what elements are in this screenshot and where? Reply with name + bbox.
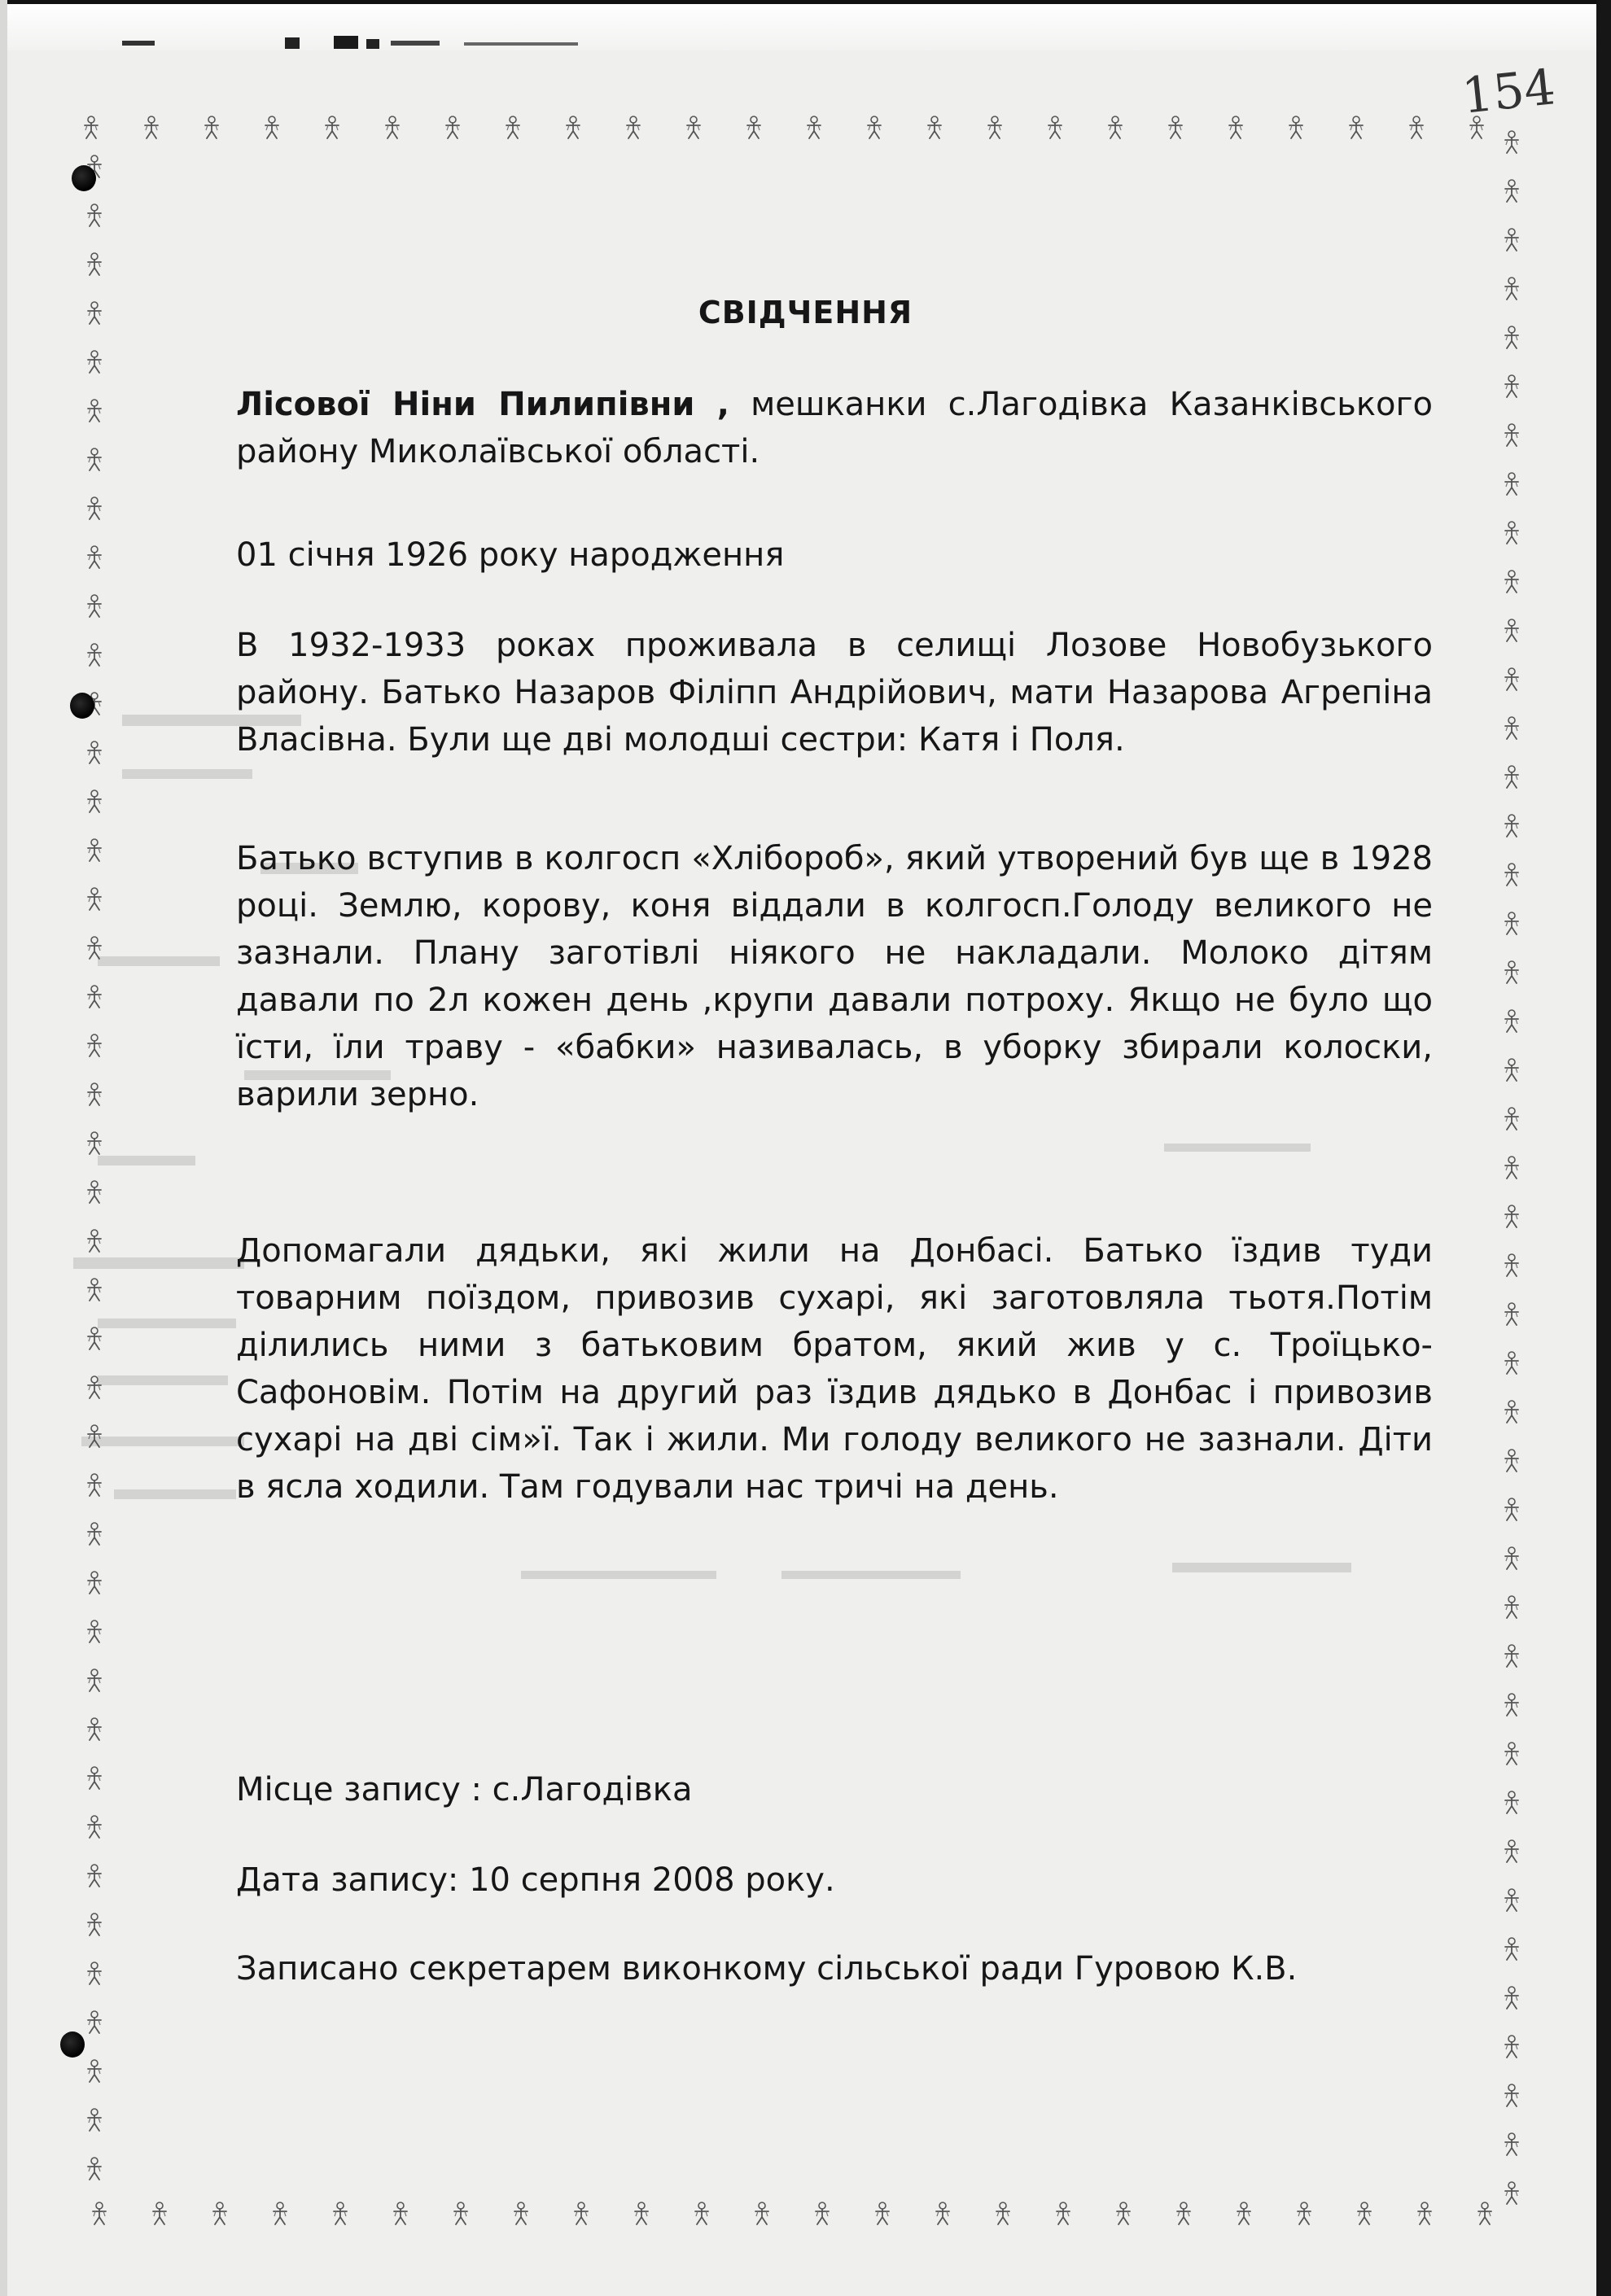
record-recorder: Записано секретарем виконкому сільської ради Гуровою К.В. xyxy=(236,1950,1298,1988)
record-place: Місце запису : с.Лагодівка xyxy=(236,1771,693,1808)
birth-line: 01 січня 1926 року народження xyxy=(236,536,785,574)
witness-name: Лісової Ніни Пилипівни , xyxy=(236,386,729,423)
paragraph-help: Допомагали дядьки, які жили на Донбасі. Батько їздив туди товарним поїздом, привозив сухарі, які заготовляла тьотя.Потім ділились ними з батьковим братом, який жив у с. Троїцько-Сафоновім. Потім на другий раз їздив дядько в Донбас і привозив сухарі на дві сім»ї. Так і жили. Ми голоду великого не зазнали. Діти в ясла ходили. Там годували нас тричі на день. xyxy=(236,1232,1433,1506)
intro-paragraph xyxy=(236,381,1433,475)
witness-residence: мешканки с.Лагодівка Казанківського району Миколаївської області. xyxy=(236,386,1433,470)
record-date: Дата запису: 10 серпня 2008 року. xyxy=(236,1861,835,1899)
page-number-handwritten: 154 xyxy=(1459,59,1558,125)
paragraph-family: В 1932-1933 роках проживала в селищі Лозове Новобузького району. Батько Назаров Філіпп Андрійович, мати Назарова Агрепіна Власівна. Були ще дві молодші сестри: Катя і Поля. xyxy=(236,627,1433,759)
document-title: СВІДЧЕННЯ xyxy=(698,295,913,330)
paragraph-collective-farm: Батько вступив в колгосп «Хлібороб», який утворений був ще в 1928 році. Землю, корову, коня віддали в колгосп.Голоду великого не зазнали. Плану заготівлі ніякого не накладали. Молоко дітям давали по 2л кожен день ,крупи давали потроху. Якщо не було що їсти, їли траву - «бабки» називалась, в уборку збирали колоски, варили зерно. xyxy=(236,840,1433,1113)
